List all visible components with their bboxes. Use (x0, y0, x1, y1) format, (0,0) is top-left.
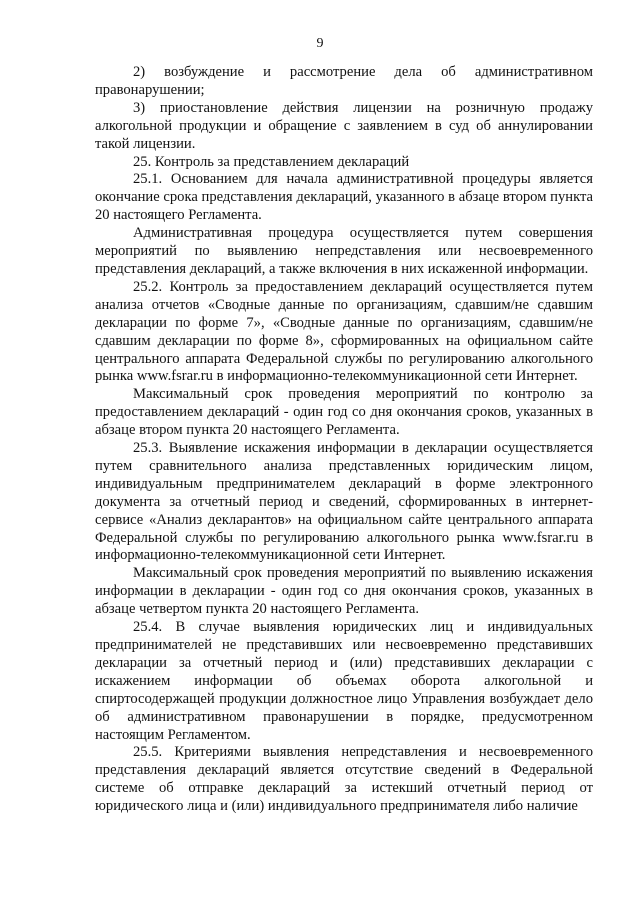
paragraph-procedure: Административная процедура осуществляется путем совершения мероприятий по выявлению непредставления или несвоевременного представления деклараций, а также включения в них искаженной информации. (95, 225, 593, 277)
paragraph-item-2: 2) возбуждение и рассмотрение дела об административном правонарушении; (95, 64, 593, 98)
paragraph-25-3: 25.3. Выявление искажения информации в декларации осуществляется путем сравнительного анализа представленных юридическим лицом, индивидуальным предпринимателем деклараций в форме электронного документа за отчетный период и сведений, сформированных в интернет-сервисе «Анализ декларантов» на официальном сайте центрального аппарата Федеральной службы по регулированию алкогольного рынка www.fsrar.ru в информационно-телекоммуникационной сети Интернет. (95, 440, 593, 564)
paragraph-max-term-distortion: Максимальный срок проведения мероприятий по выявлению искажения информации в декларации - один год со дня окончания сроков, указанных в абзаце четвертом пункта 20 настоящего Регламента. (95, 565, 593, 618)
paragraph-max-term-control: Максимальный срок проведения мероприятий по контролю за предоставлением деклараций - один год со дня окончания сроков, указанных в абзаце втором пункта 20 настоящего Регламента. (95, 386, 593, 439)
paragraph-item-3: 3) приостановление действия лицензии на розничную продажу алкогольной продукции и обращение с заявлением в суд об аннулировании такой лицензии. (95, 99, 593, 152)
document-body (95, 64, 593, 816)
paragraph-25-5: 25.5. Критериями выявления непредставления и несвоевременного представления деклараций является отсутствие сведений в Федеральной системе об отправке деклараций за истекший отчетный период от юридического лица и (или) индивидуального предпринимателя либо наличие (95, 744, 593, 815)
section-heading-25: 25. Контроль за представлением деклараций (133, 153, 410, 170)
paragraph-25-1: 25.1. Основанием для начала административной процедуры является окончание срока представления деклараций, указанного в абзаце втором пункта 20 настоящего Регламента. (95, 171, 593, 224)
paragraph-25-2: 25.2. Контроль за предоставлением деклараций осуществляется путем анализа отчетов «Сводные данные по организациям, сдавшим/не сдавшим декларации по форме 7», «Сводные данные по организациям, сдавшим/не сдавшим декларации по форме 8», сформированных на официальном сайте центрального аппарата Федеральной службы по регулированию алкогольного рынка www.fsrar.ru в информационно-телекоммуникационной сети Интернет. (95, 278, 593, 385)
paragraph-25-4: 25.4. В случае выявления юридических лиц и индивидуальных предпринимателей не представивших или несвоевременно представивших декларации за отчетный период и (или) представивших декларации с искажением информации об объемах оборота алкогольной и спиртосодержащей продукции должностное лицо Управления возбуждает дело об административном правонарушении в порядке, предусмотренном настоящим Регламентом. (95, 619, 593, 743)
page-number: 9 (316, 36, 324, 51)
